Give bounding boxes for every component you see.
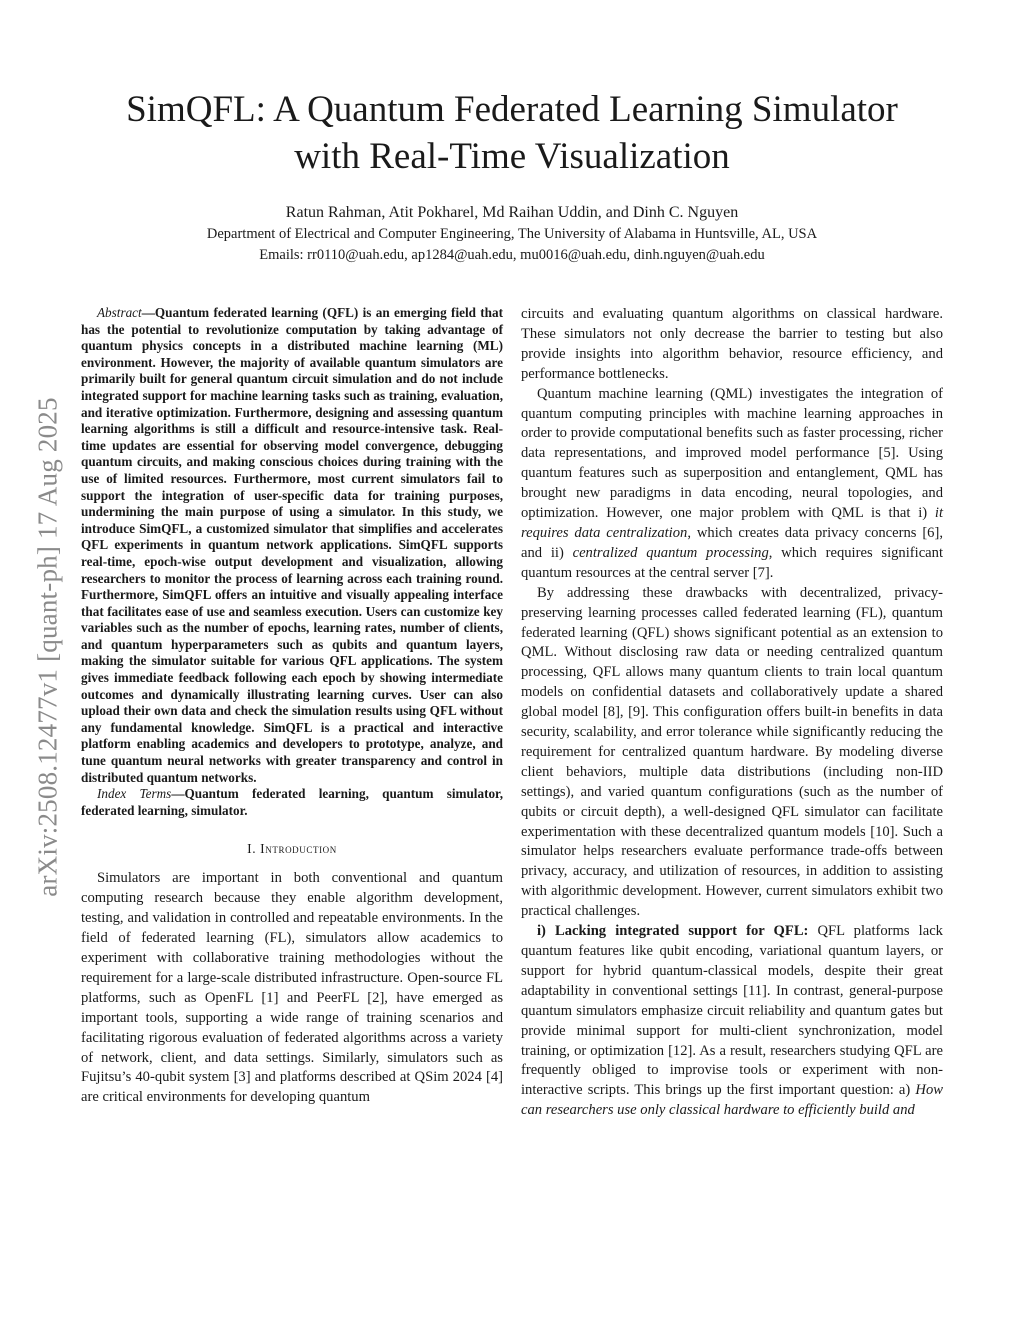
index-terms-text: —Quantum federated learning, quantum simulator, federated learning, simulator. <box>81 786 503 818</box>
right-column <box>521 305 943 1121</box>
qml-text-a: Quantum machine learning (QML) investigates the integration of quantum computing principles with machine learning approaches in order to provide computational benefits such as faster processing, richer data representations, and improved model performance [5]. Using quantum features such as superposition and entanglement, QML has brought new paradigms in data encoding, neural topologies, and optimization. However, one major problem with QML is that i) <box>521 385 943 522</box>
qml-text-c: , which creates data privacy concerns [6], and ii) <box>521 524 943 561</box>
intro-paragraph-qml <box>521 385 943 584</box>
paper-title <box>80 86 944 180</box>
qml-text-e: , which requires significant quantum resources at the central server [7]. <box>521 544 943 581</box>
challenge-1-text: QFL platforms lack quantum features like qubit encoding, variational quantum layers, or support for hybrid quantum-classical models, despite their great adaptability in conventional settings [11]. In contrast, general-purpose quantum simulators emphasize circuit reliability and quantum gates but provide minimal support for multi-client synchronization, model training, or optimization [12]. As a result, researchers studying QFL are frequently obliged to improvise tools or experiment with non-interactive scripts. This brings up the first important question: a) <box>521 923 943 1099</box>
intro-paragraph-continued: circuits and evaluating quantum algorithms on classical hardware. These simulators not only decrease the barrier to testing but also provide insights into algorithm behavior, resource efficiency, and performance bottlenecks. <box>521 306 943 382</box>
abstract <box>81 305 503 786</box>
title-line-2: with Real-Time Visualization <box>294 136 730 177</box>
qml-text-emphasis-1: it requires data centralization <box>521 505 943 541</box>
affiliation: Department of Electrical and Computer Engineering, The University of Alabama in Huntsville, AL, USA <box>206 226 818 242</box>
intro-paragraph-qfl: By addressing these drawbacks with decentralized, privacy-preserving learning processes called federated learning (FL), quantum federated learning (QFL) shows significant potential as an extension to QML. Without disclosing raw data or needing centralized quantum processing, QFL allows many quantum clients to train local quantum models on confidential datasets and collaboratively update a shared global model [8], [9]. This configuration offers built-in benefits in data security, scalability, and error tolerance while significantly reducing the requirement for centralized quantum hardware. By modeling diverse client behaviors, multiple data distributions (including non-IID settings), and varied quantum configurations (such as the number of qubits or circuit depth), a well-designed QFL simulator can facilitate experimentation with these decentralized quantum models [10]. Such a simulator helps researchers evaluate performance trade-offs between privacy, accuracy, and utilization of resources, in addition to assisting with algorithmic development. However, current simulators exhibit two practical challenges. <box>521 584 943 920</box>
intro-paragraph-1: Simulators are important in both conventional and quantum computing research because they enable algorithm development, testing, and validation in controlled and repeatable environments. In the field of federated learning (FL), simulators allow academics to experiment with collaborative training methodologies without the requirement for a large-scale distributed infrastructure. Open-source FL platforms, such as OpenFL [1] and PeerFL [2], have emerged as important tools, supporting a wide range of training scenarios and facilitating rigorous evaluation of federated algorithms across a variety of network, client, and data settings. Similarly, simulators such as Fujitsu’s 40-qubit system [3] and platforms described at QSim 2024 [4] are critical environments for developing quantum <box>81 870 503 1106</box>
qml-text-emphasis-2: centralized quantum processing <box>572 544 769 561</box>
index-terms-label: Index Terms <box>97 786 172 802</box>
abstract-label: Abstract <box>97 305 142 320</box>
challenge-1-question: How can researchers use only classical hardware to efficiently build and <box>521 1082 943 1119</box>
author-emails: Emails: rr0110@uah.edu, ap1284@uah.edu, mu0016@uah.edu, dinh.nguyen@uah.edu <box>259 247 765 263</box>
author-list: Ratun Rahman, Atit Pokharel, Md Raihan Uddin, and Dinh C. Nguyen <box>285 204 739 221</box>
index-terms <box>81 786 503 819</box>
title-line-1: SimQFL: A Quantum Federated Learning Simulator <box>126 89 898 130</box>
intro-paragraph-challenge-1 <box>521 922 943 1121</box>
section-heading-introduction: I. Introduction <box>247 841 337 857</box>
challenge-1-lead: i) Lacking integrated support for QFL: <box>537 923 809 940</box>
abstract-text: —Quantum federated learning (QFL) is an emerging field that has the potential to revolutionize computation by taking advantage of quantum physics concepts in a distributed machine learning (ML) environment. However, the majority of available quantum simulators are primarily built for general quantum circuit simulation and do not include integrated support for machine learning tasks such as training, evaluation, and iterative optimization. Furthermore, designing and assessing quantum learning algorithms is still a difficult and resource-intensive task. Real-time updates are essential for observing model convergence, debugging quantum circuits, and making conscious choices during training with the use of limited resources. Furthermore, most current simulators fail to support the integration of user-specific data for training purposes, undermining the main purpose of using a simulator. In this study, we introduce SimQFL, a customized simulator that simplifies and accelerates QFL experiments in quantum network applications. SimQFL supports real-time, epoch-wise output development and visualization, allowing researchers to monitor the process of learning across each training round. Furthermore, SimQFL offers an intuitive and visually appealing interface that facilitates ease of use and seamless execution. Users can customize key variables such as the number of epochs, learning rates, number of clients, and quantum hyperparameters such as qubits and quantum layers, making the simulator suitable for various QFL applications. The system gives immediate feedback following each epoch by showing intermediate outcomes and dynamically illustrating learning curves. User can also upload their own data and check the simulation results using QFL without any fundamental knowledge. SimQFL is a practical and interactive platform enabling academics and developers to prototype, analyze, and tune quantum neural networks with greater transparency and control in distributed quantum networks. <box>81 305 503 785</box>
arxiv-identifier-stamp: arXiv:2508.12477v1 [quant-ph] 17 Aug 2025 <box>32 397 63 897</box>
left-column <box>81 305 503 1108</box>
